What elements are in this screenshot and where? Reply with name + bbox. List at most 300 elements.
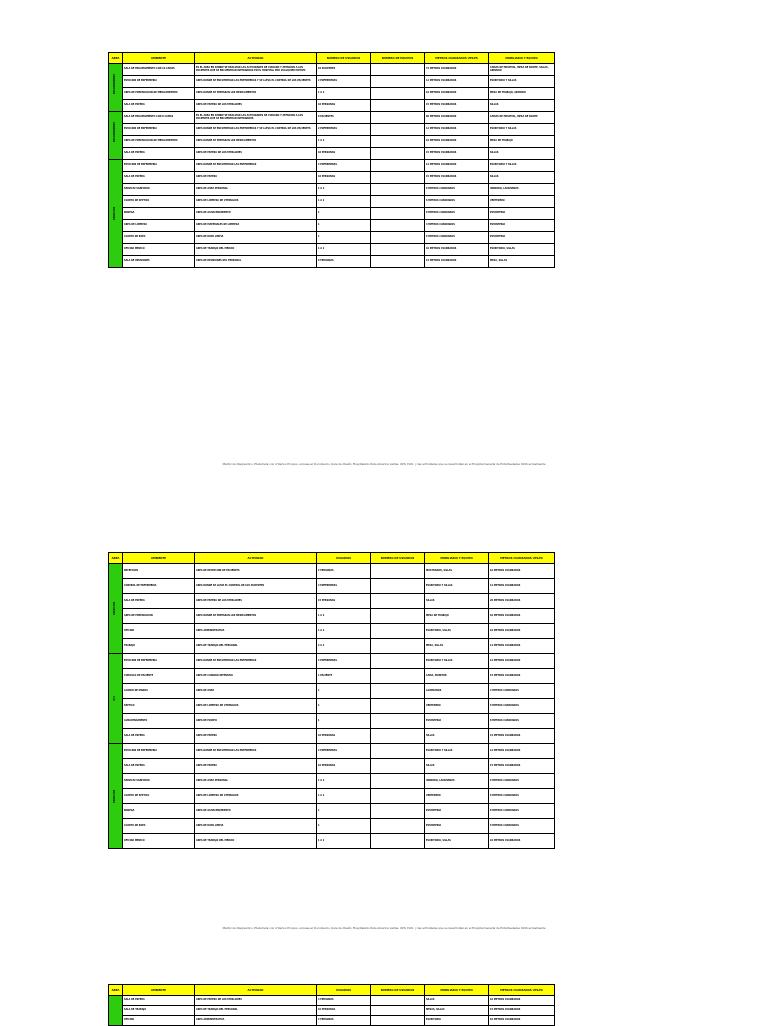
table-row [109, 1006, 555, 1016]
table-cell: 2 ENFERMERAS [317, 654, 371, 669]
table-cell: 10 PERSONAS [317, 759, 371, 774]
table-cell [371, 208, 425, 220]
area-cell [109, 744, 123, 849]
table-cell: SALA DE ENCAMAMIENTO CON 8 CAMAS [123, 112, 195, 124]
column-header: AMBIENTE [123, 53, 195, 64]
table-cell [371, 124, 425, 136]
table-cell: SILLAS [425, 996, 489, 1006]
table-cell: 1 [317, 232, 371, 244]
table-cell: CAMAS DE HOSPITAL, MESA DE NOCHE [489, 112, 555, 124]
column-header: METROS CUADRADOS UTILES [489, 553, 555, 564]
table-cell: VERTEDERO [425, 699, 489, 714]
table-cell: SILLAS [489, 172, 555, 184]
table-cell: MESA DE TRABAJO [489, 136, 555, 148]
table-row [109, 684, 555, 699]
table-cell [371, 136, 425, 148]
table-row [109, 669, 555, 684]
table-cell [371, 88, 425, 100]
area-cell [109, 996, 123, 1026]
table-cell: ESCRITORIO [425, 1016, 489, 1026]
table-cell: AREA DONDE SE ENCUENTRAN LAS ENFERMERAS [195, 654, 317, 669]
column-header: AREA [109, 553, 123, 564]
column-header: NUMERO DE USUARIOS [371, 553, 425, 564]
table-cell: 10 PACIENTES [317, 64, 371, 76]
table-cell: AREA DONDE SE ENCUENTRAN LAS ENFERMERAS [195, 160, 317, 172]
table-cell: SILLAS [425, 729, 489, 744]
table-cell: ESCRITORIO Y SILLAS [489, 124, 555, 136]
table-cell: OFICINA MEDICO [123, 244, 195, 256]
table-cell: 1 A 2 [317, 774, 371, 789]
table-cell: 1 [317, 220, 371, 232]
table-cell: 6 METROS CUADRADOS [425, 184, 489, 196]
column-header: AREA [109, 985, 123, 996]
table-cell: 1 A 2 [317, 244, 371, 256]
table-cell: 4 METROS CUADRADOS [425, 220, 489, 232]
table-cell: 6 METROS CUADRADOS [425, 232, 489, 244]
table-cell: 6 METROS CUADRADOS [489, 699, 555, 714]
table-cell [371, 789, 425, 804]
table-row [109, 759, 555, 774]
table-cell: AREA DONDE SE ENCUENTRAN LAS ENFERMERAS Y SE LLEVA EL CONTROL DE LOS PACIENTES [195, 124, 317, 136]
table-row [109, 100, 555, 112]
table-cell: AREA DE ALMACENAMIENTO [195, 208, 317, 220]
table-row [109, 699, 555, 714]
table-row [109, 196, 555, 208]
table-cell: AREA DE ESPERA DE LOS FAMILIARES [195, 594, 317, 609]
table-cell: 1 A 2 [317, 789, 371, 804]
table-row [109, 76, 555, 88]
table-cell: ALMACENAMIENTO [123, 714, 195, 729]
table-cell: CONTROL DE ENFERMERIA [123, 579, 195, 594]
table-cell: MESA, SILLAS [425, 639, 489, 654]
table-cell: 10 METROS CUADRADOS [489, 564, 555, 579]
table-cell: AREA DE ESPERA [195, 172, 317, 184]
table-cell [371, 639, 425, 654]
table-cell: AREA DONDE SE PREPARAN LOS MEDICAMENTOS [195, 88, 317, 100]
table-cell [371, 172, 425, 184]
table-row [109, 136, 555, 148]
table-cell [371, 160, 425, 172]
table-cell: ESTACION DE ENFERMERIA [123, 76, 195, 88]
table-cell: VERTEDERO [425, 789, 489, 804]
table-cell: ES EL AREA EN DONDE SE REALIZAN LAS ACTIVIDADES DE CUIDADO Y ATENCION A LOS PACIENTES QUE SE ENCUENTRAN INTERNADOS [195, 112, 317, 124]
column-header: METROS CUADRADOS UTILES [489, 985, 555, 996]
table-cell [371, 654, 425, 669]
table-cell: ESCRITORIO, SILLAS [425, 834, 489, 849]
page-caption: Matriz de Diagnostico: Elaborada con criterios Propios, en base al Documento, Guia de Diseño Hospitalario Para America Latina, OPS 1991, y las actividades que se desarrollan en el Hospital General de Enfermedades IGSS actualmente [222, 462, 546, 466]
table-cell: SILLAS [489, 100, 555, 112]
area-cell [109, 160, 123, 268]
table-cell: 1 A 2 [317, 624, 371, 639]
table-cell [371, 819, 425, 834]
table-cell: SILLAS [489, 148, 555, 160]
table-cell [371, 594, 425, 609]
table-cell: BODEGA [123, 208, 195, 220]
table-cell: OFICINA [123, 1016, 195, 1026]
table-row [109, 819, 555, 834]
table-cell: AREA DE PREPARACION DE MEDICAMENTOS [123, 136, 195, 148]
table-row [109, 729, 555, 744]
table-cell [371, 774, 425, 789]
table-cell: RECEPCION [123, 564, 195, 579]
table-cell: 15 METROS CUADRADOS [425, 100, 489, 112]
table-cell [371, 196, 425, 208]
table-cell: 1 A 2 [317, 184, 371, 196]
table-cell [371, 256, 425, 268]
table-cell: SALA DE ESPERA [123, 759, 195, 774]
table-cell: AREA DE LIMPIEZA DE UTENSILIOS [195, 789, 317, 804]
table-cell: INODORO, LAVAMANOS [489, 184, 555, 196]
area-cell [109, 654, 123, 744]
column-header: MOBILIARIO Y EQUIPO [425, 553, 489, 564]
table-cell: 10 PERSONAS [317, 729, 371, 744]
table-cell [371, 804, 425, 819]
table-row [109, 88, 555, 100]
table-cell: AREA DONDE SE PREPARAN LOS MEDICAMENTOS [195, 609, 317, 624]
area-cell [109, 564, 123, 654]
table-cell: OFICINA MEDICO [123, 834, 195, 849]
area-label: ENCAMAMIENTO [113, 121, 117, 142]
table-cell: 12 METROS CUADRADOS [425, 76, 489, 88]
table-cell: CUBICULO DE PACIENTE [123, 669, 195, 684]
table-row [109, 220, 555, 232]
table-cell [371, 64, 425, 76]
table-cell: 10 METROS CUADRADOS [489, 834, 555, 849]
table-cell: ESTANTERIA [425, 819, 489, 834]
table-cell: AREA DE EQUIPO [195, 714, 317, 729]
table-cell: ESCRITORIO Y SILLAS [425, 654, 489, 669]
table-row [109, 1016, 555, 1026]
table-cell: SALA DE REUNIONES [123, 256, 195, 268]
table-row [109, 789, 555, 804]
table-cell: 10 METROS CUADRADOS [425, 136, 489, 148]
table-cell [371, 220, 425, 232]
table-cell: CAMAS DE HOSPITAL, MESA DE NOCHE, SILLAS, ARMARIO [489, 64, 555, 76]
table-row [109, 184, 555, 196]
table-row [109, 639, 555, 654]
table-cell [371, 579, 425, 594]
table-cell: 1 [317, 819, 371, 834]
table-cell: ES EL AREA EN DONDE SE REALIZAN LAS ACTIVIDADES DE CUIDADO Y ATENCION A LOS PACIENTES QUE SE ENCUENTRAN INTERNADOS EN EL HOSPITAL POR CUALQUIER MOTIVO [195, 64, 317, 76]
column-header: MOBILIARIO Y EQUIPO [425, 985, 489, 996]
table-row [109, 172, 555, 184]
table-cell: ESCRITORIO, SILLAS [425, 624, 489, 639]
column-header: ACTIVIDAD [195, 985, 317, 996]
table-cell: AREA DE CUIDADO INTENSIVO [195, 669, 317, 684]
table-cell: AREA DE ESPERA DE LOS FAMILIARES [195, 100, 317, 112]
table-row [109, 124, 555, 136]
area-label: ENCAMAMIENTO [113, 73, 117, 94]
table-row [109, 804, 555, 819]
table-cell: 2 A 4 [317, 639, 371, 654]
area-label: SERVICIOS [113, 789, 117, 803]
table-cell: ESTACION DE ENFERMERIA [123, 744, 195, 759]
column-header: NUMERO DE USUARIOS [371, 985, 425, 996]
table-cell: AREA DE ROPA LIMPIA [195, 232, 317, 244]
column-header: ACTIVIDAD [195, 553, 317, 564]
table-cell: VERTEDERO [489, 196, 555, 208]
table-cell [371, 699, 425, 714]
table-cell: AREA DE ALMACENAMIENTO [195, 804, 317, 819]
table-cell: AREA DE ROPA LIMPIA [195, 819, 317, 834]
table-cell: AREA DE ASEO PERSONAL [195, 774, 317, 789]
table-cell: AREA DONDE SE ENCUENTRAN LAS ENFERMERAS [195, 744, 317, 759]
table-cell: 60 METROS CUADRADOS [425, 112, 489, 124]
table-cell [371, 714, 425, 729]
table-cell: ESTANTERIA [489, 232, 555, 244]
table-cell: ESTACION DE ENFERMERIA [123, 124, 195, 136]
table-cell: AREA DE ESPERA [195, 729, 317, 744]
table-cell: 12 METROS CUADRADOS [425, 160, 489, 172]
column-header: ACTIVIDAD [195, 53, 317, 64]
table-cell: SALA DE TRABAJO [123, 1006, 195, 1016]
table-cell: SALA DE ESPERA [123, 594, 195, 609]
table-row [109, 160, 555, 172]
table-cell: 10 METROS CUADRADOS [489, 1016, 555, 1026]
table-row [109, 64, 555, 76]
table-row [109, 834, 555, 849]
table-cell: AREA DE LIMPIEZA [123, 220, 195, 232]
table-cell: MESAS, SILLAS [425, 1006, 489, 1016]
table-cell: AREA DE LIMPIEZA DE UTENSILIOS [195, 699, 317, 714]
column-header: NUMERO DE USUARIOS [317, 53, 371, 64]
table-cell [371, 148, 425, 160]
table-cell: 10 METROS CUADRADOS [489, 624, 555, 639]
table-cell: SEPTICO [123, 699, 195, 714]
table-cell: MESA, SILLAS [489, 256, 555, 268]
table-cell [371, 184, 425, 196]
table-cell: 8 PERSONAS [317, 256, 371, 268]
table-row [109, 654, 555, 669]
table-cell [371, 1016, 425, 1026]
table-header-row [109, 985, 555, 996]
table-cell: SILLAS [425, 759, 489, 774]
table-cell: AREA DE ASEO PERSONAL [195, 184, 317, 196]
table-cell: AREA ADMINISTRATIVA [195, 624, 317, 639]
table-cell: ESTANTERIA [425, 714, 489, 729]
table-cell: 4 METROS CUADRADOS [489, 684, 555, 699]
table-cell: 10 PERSONAS [317, 1006, 371, 1016]
column-header: METROS CUADRADOS UTILES [425, 53, 489, 64]
table-cell: SERVICIO SANITARIO [123, 184, 195, 196]
table-cell: 10 PERSONAS [317, 172, 371, 184]
table-row [109, 714, 555, 729]
table-cell: ESCRITORIO Y SILLAS [489, 160, 555, 172]
table-cell: 6 METROS CUADRADOS [489, 819, 555, 834]
table-row [109, 996, 555, 1006]
table-cell: 1 A 2 [317, 88, 371, 100]
table-cell: AREA DE MATERIALES DE LIMPIEZA [195, 220, 317, 232]
table-cell: SILLAS [425, 594, 489, 609]
table-row [109, 624, 555, 639]
table-cell [371, 1006, 425, 1016]
table-cell: AREA DE TRABAJO DEL PERSONAL [195, 639, 317, 654]
column-header: MOBILIARIO Y EQUIPO [489, 53, 555, 64]
table-row [109, 609, 555, 624]
table-cell: ESCRITORIO, SILLAS [489, 244, 555, 256]
area-label: SERVICIOS [113, 206, 117, 220]
table-cell: TRABAJO [123, 639, 195, 654]
table-cell: ESCRITORIO Y SILLAS [425, 579, 489, 594]
table-cell: AREA DE LIMPIEZA DE UTENSILIOS [195, 196, 317, 208]
area-label: SERVICIOS [113, 601, 117, 615]
table-cell: AREA DE RECEPCION DE PACIENTES [195, 564, 317, 579]
table-cell: 15 METROS CUADRADOS [489, 1006, 555, 1016]
table-cell: INODORO, LAVAMANOS [425, 774, 489, 789]
table-row [109, 244, 555, 256]
table-row [109, 256, 555, 268]
table-page-1 [108, 52, 555, 268]
area-cell [109, 112, 123, 160]
table-cell: BODEGA [123, 804, 195, 819]
table-cell [371, 684, 425, 699]
table-cell: ESTACION DE ENFERMERIA [123, 160, 195, 172]
table-cell: 72 METROS CUADRADOS [425, 64, 489, 76]
table-row [109, 579, 555, 594]
table-cell: 15 METROS CUADRADOS [425, 148, 489, 160]
table-cell [371, 624, 425, 639]
table-cell: AREA DONDE SE LLEVA EL CONTROL DE LOS PACIENTES [195, 579, 317, 594]
table-row [109, 774, 555, 789]
area-label: UCI [113, 696, 117, 701]
table-cell [371, 669, 425, 684]
table-cell: SALA DE ESPERA [123, 148, 195, 160]
table-cell: 15 METROS CUADRADOS [425, 256, 489, 268]
column-header: AREA [109, 53, 123, 64]
table-row [109, 148, 555, 160]
table-cell: LAVADO DE MANOS [123, 684, 195, 699]
table-cell: 6 METROS CUADRADOS [489, 774, 555, 789]
table-cell: AREA DE PREPARACION DE MEDICAMENTOS [123, 88, 195, 100]
column-header: USUARIOS [317, 553, 371, 564]
table-cell: CUARTO DE ROPA [123, 232, 195, 244]
table-header-row [109, 53, 555, 64]
table-cell [371, 834, 425, 849]
table-cell: 2 ENFERMERAS [317, 579, 371, 594]
table-cell: ESTANTERIA [489, 208, 555, 220]
table-cell: 15 METROS CUADRADOS [489, 669, 555, 684]
table-cell: 12 METROS CUADRADOS [489, 579, 555, 594]
table-cell: ESCRITORIO Y SILLAS [489, 76, 555, 88]
table-cell: 15 METROS CUADRADOS [489, 759, 555, 774]
table-cell: 10 METROS CUADRADOS [489, 996, 555, 1006]
column-header: NUMERO DE EQUIPOS [371, 53, 425, 64]
table-cell: 1 A 2 [317, 196, 371, 208]
table-cell: ESCRITORIO Y SILLAS [425, 744, 489, 759]
table-cell [371, 112, 425, 124]
column-header: AMBIENTE [123, 985, 195, 996]
table-header-row [109, 553, 555, 564]
table-cell: 1 A 2 [317, 609, 371, 624]
table-row [109, 232, 555, 244]
table-cell: 10 PERSONAS [317, 100, 371, 112]
table-cell: ESTACION DE ENFERMERIA [123, 654, 195, 669]
table-cell: SALA DE ESPERA [123, 996, 195, 1006]
table-row [109, 208, 555, 220]
table-cell: 2 ENFERMERAS [317, 744, 371, 759]
table-cell: 15 PERSONAS [317, 594, 371, 609]
table-cell [371, 564, 425, 579]
table-cell: MESA DE TRABAJO [425, 609, 489, 624]
table-cell: AREA DE TRABAJO DEL MEDICO [195, 834, 317, 849]
table-cell: 10 PERSONAS [317, 148, 371, 160]
table-cell: 1 [317, 804, 371, 819]
table-cell: SALA DE ESPERA [123, 100, 195, 112]
table-cell: AREA DE PREPARACION [123, 609, 195, 624]
table-cell: 12 METROS CUADRADOS [489, 654, 555, 669]
table-cell: 12 METROS CUADRADOS [489, 639, 555, 654]
table-row [109, 594, 555, 609]
table-cell: CAMA, MONITOR [425, 669, 489, 684]
table-cell: 8 METROS CUADRADOS [489, 714, 555, 729]
table-cell: 6 METROS CUADRADOS [489, 789, 555, 804]
table-cell [371, 729, 425, 744]
table-cell: 12 METROS CUADRADOS [425, 124, 489, 136]
table-page-3 [108, 984, 555, 1026]
table-cell: AREA DE ESPERA [195, 759, 317, 774]
area-cell [109, 64, 123, 112]
table-cell: 8 PACIENTES [317, 112, 371, 124]
table-cell: AREA DE TRABAJO DEL MEDICO [195, 244, 317, 256]
column-header: AMBIENTE [123, 553, 195, 564]
table-cell: MESA DE TRABAJO, ARMARIO [489, 88, 555, 100]
table-cell: 2 ENFERMERAS [317, 124, 371, 136]
table-cell: AREA DE ASEO [195, 684, 317, 699]
table-page-2 [108, 552, 555, 849]
table-cell: 1 [317, 208, 371, 220]
table-cell [371, 76, 425, 88]
table-cell: AREA DONDE SE ENCUENTRAN LAS ENFERMERAS Y SE LLEVA EL CONTROL DE LOS PACIENTES [195, 76, 317, 88]
table-cell: SALA DE ESPERA [123, 172, 195, 184]
table-cell: 20 METROS CUADRADOS [489, 594, 555, 609]
table-row [109, 564, 555, 579]
table-cell: 8 METROS CUADRADOS [425, 208, 489, 220]
table-cell: CUARTO DE SEPTICO [123, 789, 195, 804]
table-cell: 1 [317, 684, 371, 699]
table-cell: 15 METROS CUADRADOS [425, 172, 489, 184]
table-cell: 10 METROS CUADRADOS [425, 244, 489, 256]
table-cell: 15 METROS CUADRADOS [489, 729, 555, 744]
table-cell [371, 244, 425, 256]
table-cell: CUARTO DE ROPA [123, 819, 195, 834]
table-cell: AREA DE ESPERA DE LOS FAMILIARES [195, 996, 317, 1006]
table-cell [371, 744, 425, 759]
table-cell: 10 METROS CUADRADOS [425, 88, 489, 100]
table-cell [371, 996, 425, 1006]
table-cell: 2 ENFERMERAS [317, 76, 371, 88]
table-cell: AREA ADMINISTRATIVA [195, 1016, 317, 1026]
table-cell: SALA DE ENCAMAMIENTO CON 10 CAMAS [123, 64, 195, 76]
table-cell: 10 METROS CUADRADOS [489, 609, 555, 624]
table-cell: 8 METROS CUADRADOS [489, 804, 555, 819]
table-cell: SALA DE ESPERA [123, 729, 195, 744]
table-cell: 12 METROS CUADRADOS [489, 744, 555, 759]
table-cell: MOSTRADOR, SILLAS [425, 564, 489, 579]
table-cell: ESTANTERIA [489, 220, 555, 232]
table-cell: 4 PERSONAS [317, 996, 371, 1006]
table-cell: 1 PACIENTE [317, 669, 371, 684]
table-cell: AREA DE TRABAJO DEL PERSONAL [195, 1006, 317, 1016]
table-cell [371, 100, 425, 112]
column-header: USUARIOS [317, 985, 371, 996]
table-cell: 6 METROS CUADRADOS [425, 196, 489, 208]
table-cell: CUARTO DE SEPTICO [123, 196, 195, 208]
table-cell: 2 ENFERMERAS [317, 160, 371, 172]
table-cell: 2 PERSONAS [317, 1016, 371, 1026]
table-cell: SERVICIO SANITARIO [123, 774, 195, 789]
table-cell: AREA DONDE SE PREPARAN LOS MEDICAMENTOS [195, 136, 317, 148]
table-row [109, 112, 555, 124]
